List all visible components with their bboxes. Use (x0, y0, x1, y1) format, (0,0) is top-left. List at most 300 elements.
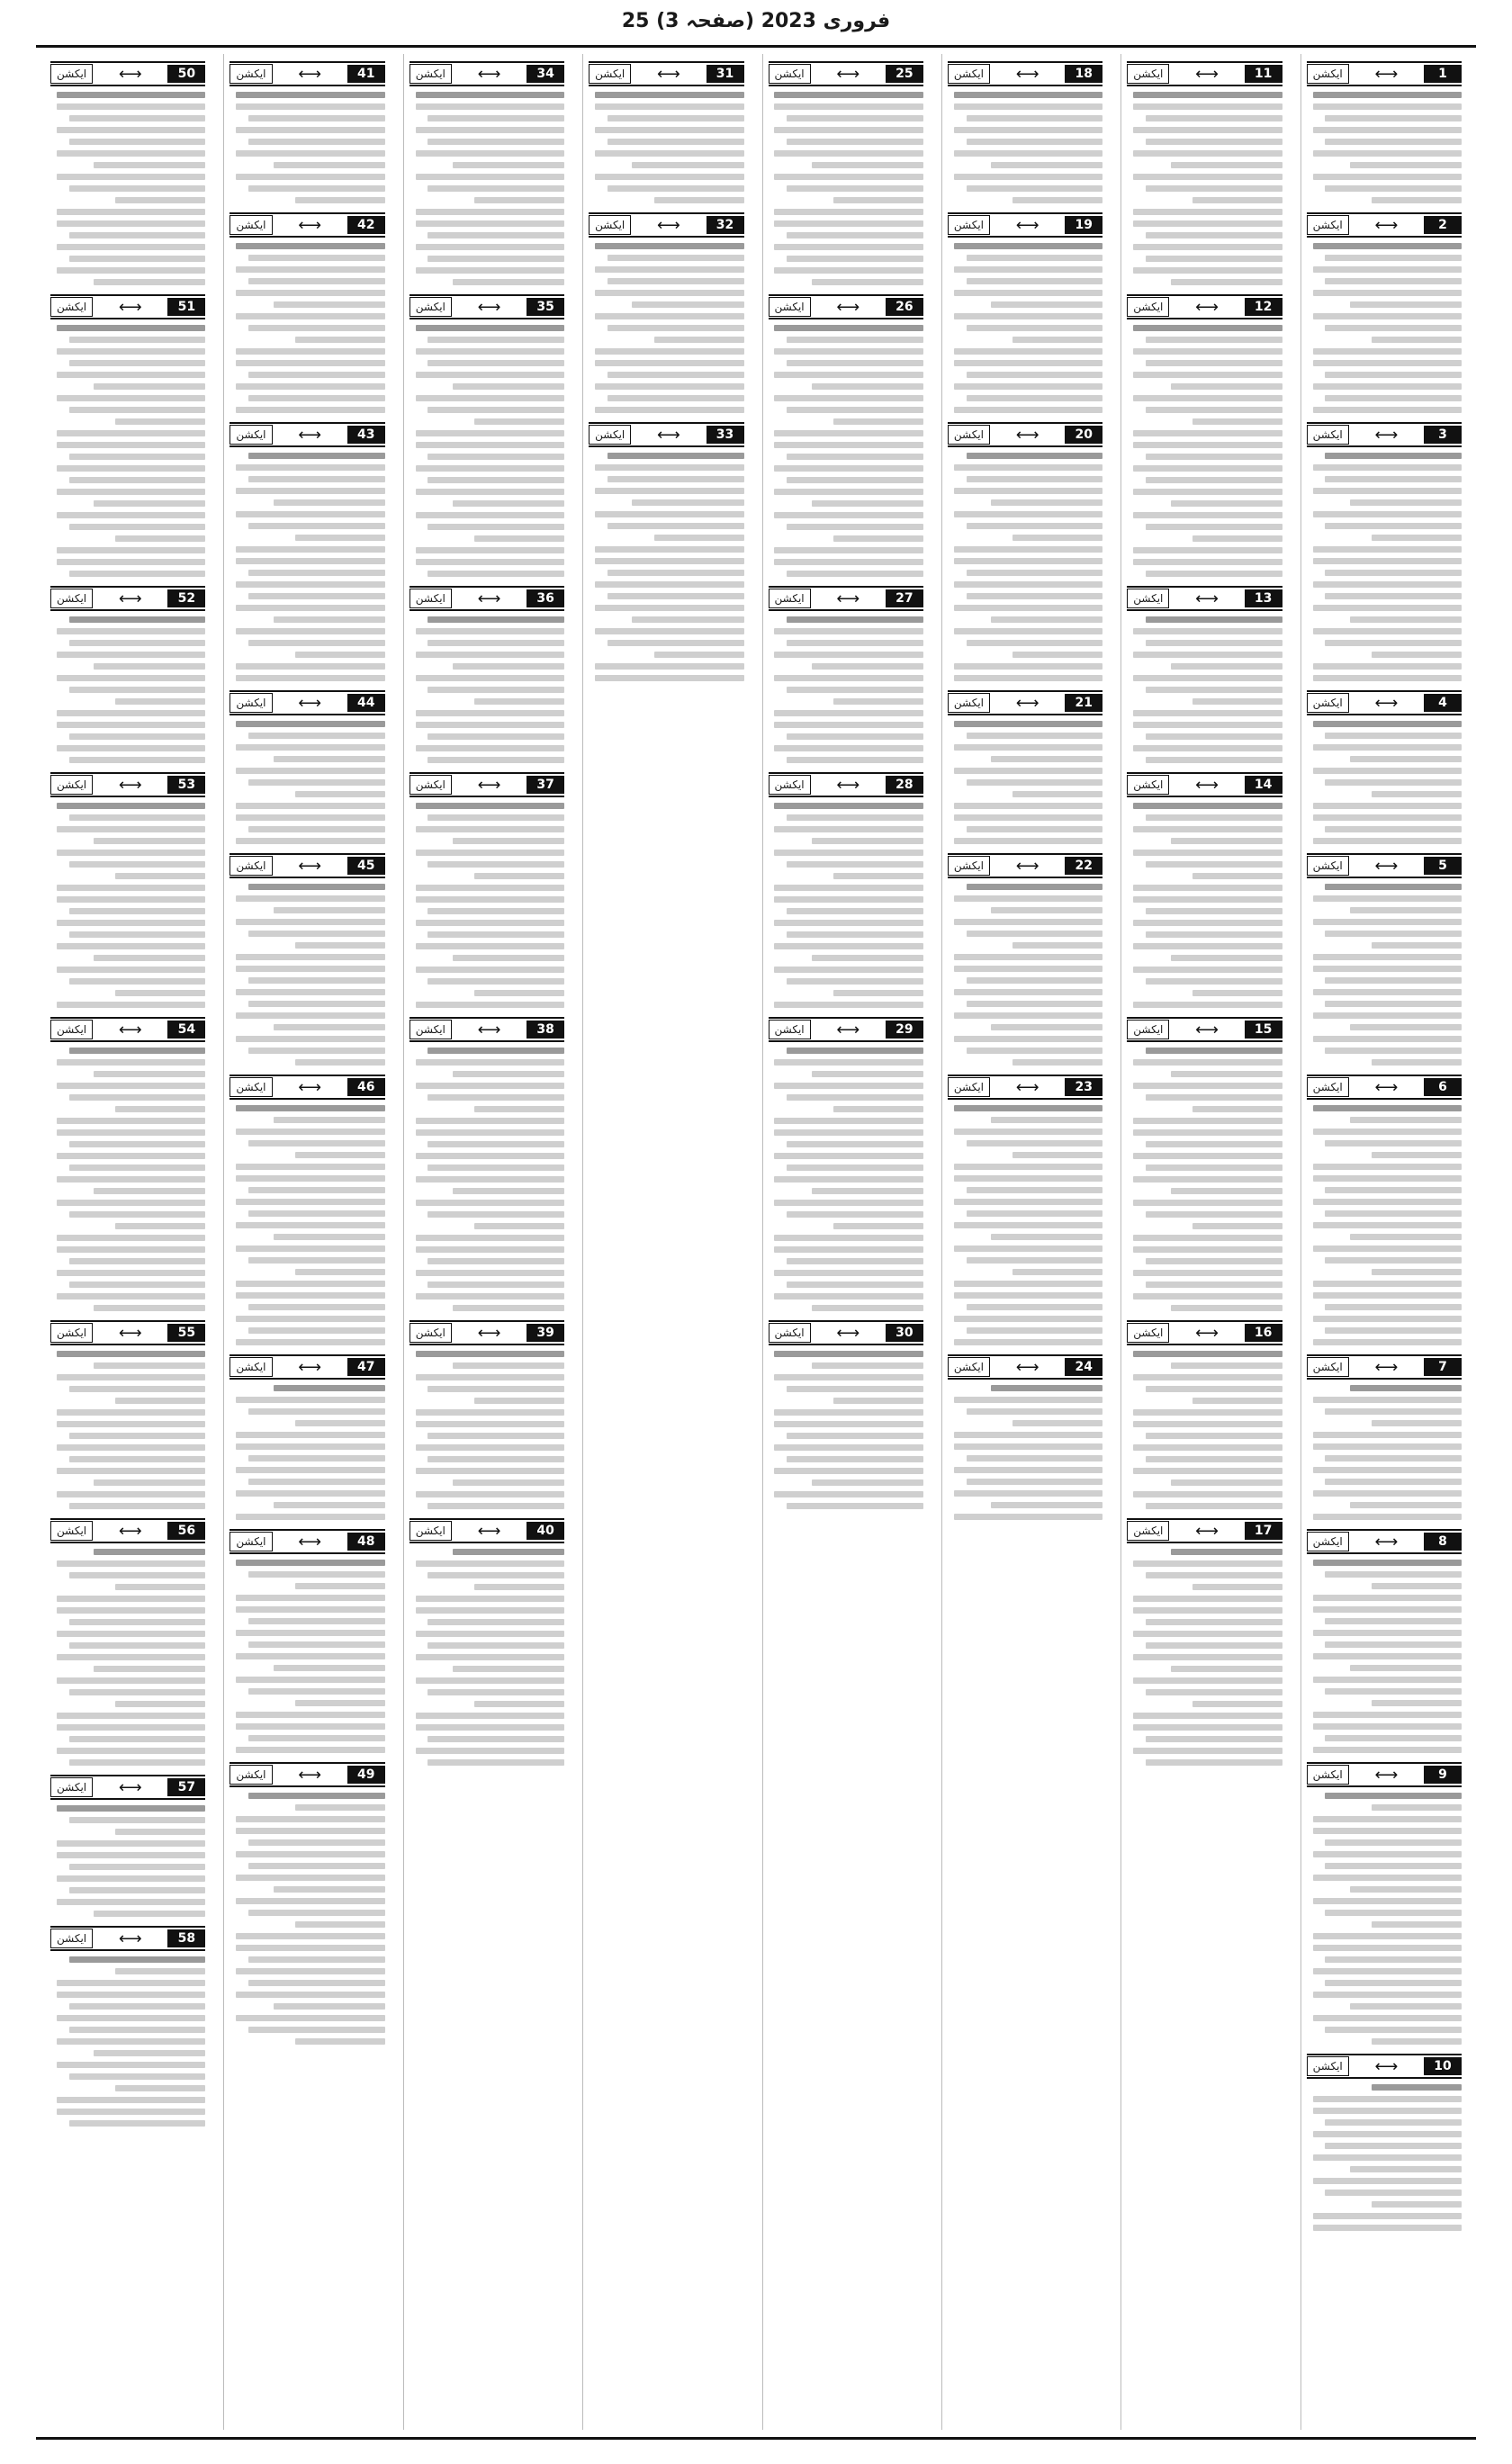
item-body-text (50, 1351, 205, 1509)
text-line (654, 337, 744, 343)
text-line (236, 1968, 384, 1974)
item-number: 34 (526, 65, 564, 83)
text-line (954, 954, 1102, 960)
text-line (57, 1235, 205, 1241)
double-arrow-icon: ⟷ (298, 64, 322, 84)
text-line (416, 92, 564, 98)
text-line (774, 150, 922, 157)
text-line (236, 663, 384, 670)
text-line (1133, 1596, 1282, 1602)
text-line (57, 1374, 205, 1380)
text-line (1313, 1199, 1462, 1205)
text-line (967, 523, 1103, 529)
text-line (57, 2109, 205, 2115)
text-line (774, 348, 922, 355)
text-line (787, 1141, 923, 1147)
text-line (236, 838, 384, 844)
text-line (416, 547, 564, 553)
header-rule (36, 45, 1476, 48)
text-line (1146, 908, 1282, 914)
text-line (428, 1141, 564, 1147)
text-line (428, 640, 564, 646)
text-line (416, 967, 564, 973)
text-line (1313, 1816, 1462, 1822)
text-line (787, 185, 923, 192)
item-section-label: ایکشن (230, 425, 272, 445)
text-line (1313, 1339, 1462, 1345)
item-number: 23 (1065, 1078, 1102, 1096)
text-line (248, 325, 385, 331)
news-item (50, 586, 205, 763)
text-line (774, 1083, 922, 1089)
text-line (416, 675, 564, 681)
item-number: 58 (167, 1929, 205, 1947)
text-line (787, 931, 923, 938)
text-line (1350, 1385, 1462, 1391)
text-line (1146, 1572, 1282, 1578)
item-header-bar (1307, 853, 1462, 878)
text-line (69, 360, 206, 366)
item-section-label: ایکشن (1307, 693, 1349, 713)
text-line (954, 1164, 1102, 1170)
text-line (1133, 395, 1282, 401)
text-line (954, 814, 1102, 821)
text-line (236, 1129, 384, 1135)
text-line (608, 395, 744, 401)
text-line (236, 1851, 384, 1857)
text-line (236, 1245, 384, 1252)
text-line (94, 1188, 205, 1194)
text-line (954, 1036, 1102, 1042)
item-number: 19 (1065, 216, 1102, 234)
text-line (1012, 942, 1102, 949)
text-line (1146, 1642, 1282, 1649)
text-line (1133, 103, 1282, 110)
text-line (248, 1571, 385, 1578)
text-line (1146, 1759, 1282, 1766)
item-number: 52 (167, 589, 205, 607)
item-section-label: ایکشن (769, 775, 811, 795)
text-line (69, 1503, 206, 1509)
text-line (1133, 1351, 1282, 1357)
item-body-text (589, 453, 743, 681)
text-line (967, 1140, 1103, 1147)
text-line (1171, 1549, 1282, 1555)
item-header-bar (410, 61, 564, 86)
text-line (967, 733, 1103, 739)
text-line (69, 1048, 206, 1054)
item-body-text (769, 325, 923, 577)
item-header-bar (50, 1775, 205, 1800)
text-line (1133, 1270, 1282, 1276)
double-arrow-icon: ⟷ (298, 1077, 322, 1097)
text-line (967, 1455, 1103, 1461)
item-section-label: ایکشن (769, 297, 811, 317)
text-line (1313, 1222, 1462, 1228)
text-line (416, 150, 564, 157)
text-line (94, 955, 205, 961)
text-line (787, 115, 923, 121)
text-line (248, 523, 385, 529)
text-line (1372, 1700, 1462, 1706)
text-line (833, 873, 923, 879)
news-item (50, 1775, 205, 1917)
item-section-label: ایکشن (948, 64, 990, 84)
text-line (787, 454, 923, 460)
item-section-label: ایکشن (230, 215, 272, 235)
text-line (774, 1491, 922, 1497)
item-body-text (1127, 92, 1282, 285)
text-line (274, 1117, 385, 1123)
text-line (1325, 884, 1462, 890)
text-line (1133, 1713, 1282, 1719)
text-line (428, 1165, 564, 1171)
text-line (1325, 931, 1462, 937)
text-line (115, 1398, 205, 1404)
text-line (654, 652, 744, 658)
text-line (1146, 616, 1282, 623)
news-item (948, 1075, 1102, 1345)
news-item (230, 1762, 384, 2045)
text-line (774, 220, 922, 227)
text-line (69, 757, 206, 763)
text-line (1133, 512, 1282, 518)
text-line (954, 103, 1102, 110)
text-line (236, 1175, 384, 1182)
item-number: 9 (1424, 1766, 1462, 1784)
text-line (774, 1059, 922, 1066)
news-item (230, 61, 384, 203)
item-number: 20 (1065, 426, 1102, 444)
text-line (812, 1071, 923, 1077)
text-line (1171, 838, 1282, 844)
text-line (236, 1339, 384, 1345)
text-line (69, 407, 206, 413)
text-line (954, 1105, 1102, 1111)
text-line (416, 1270, 564, 1276)
text-line (236, 1712, 384, 1718)
text-line (954, 383, 1102, 390)
item-header-bar (1127, 61, 1282, 86)
double-arrow-icon: ⟷ (1374, 693, 1399, 713)
text-line (248, 255, 385, 261)
text-line (833, 990, 923, 996)
text-line (1313, 2154, 1462, 2161)
text-line (416, 1293, 564, 1299)
news-item (769, 772, 923, 1008)
text-line (1146, 640, 1282, 646)
text-line (954, 511, 1102, 517)
text-line (774, 1468, 922, 1474)
text-line (69, 1211, 206, 1218)
text-line (595, 407, 743, 413)
item-body-text (1127, 325, 1282, 577)
text-line (787, 616, 923, 623)
item-body-text (1127, 1351, 1282, 1509)
text-line (236, 1199, 384, 1205)
text-line (1192, 197, 1282, 203)
item-header-bar (230, 853, 384, 878)
text-line (416, 1235, 564, 1241)
text-line (774, 174, 922, 180)
text-line (474, 1223, 564, 1229)
text-line (1171, 1666, 1282, 1672)
text-line (1313, 1292, 1462, 1299)
text-line (1313, 1595, 1462, 1601)
item-section-label: ایکشن (50, 1777, 93, 1797)
text-line (1133, 150, 1282, 157)
text-line (236, 546, 384, 553)
text-line (967, 779, 1103, 786)
item-section-label: ایکشن (1127, 589, 1169, 608)
text-line (1313, 558, 1462, 564)
text-line (1133, 244, 1282, 250)
double-arrow-icon: ⟷ (1015, 1077, 1040, 1097)
item-body-text (50, 1048, 205, 1311)
text-line (1133, 372, 1282, 378)
text-line (69, 2027, 206, 2033)
text-line (1133, 1409, 1282, 1416)
text-line (1372, 942, 1462, 949)
text-line (474, 418, 564, 425)
text-line (787, 757, 923, 763)
text-line (248, 1735, 385, 1741)
text-line (632, 499, 743, 506)
text-line (967, 1001, 1103, 1007)
text-line (1146, 1048, 1282, 1054)
text-line (57, 628, 205, 634)
item-header-bar (589, 61, 743, 86)
text-line (69, 616, 206, 623)
text-line (1325, 1863, 1462, 1869)
text-line (787, 814, 923, 821)
text-line (1133, 710, 1282, 716)
text-line (236, 1630, 384, 1636)
item-header-bar (50, 1518, 205, 1543)
text-line (787, 978, 923, 985)
text-line (1325, 476, 1462, 482)
double-arrow-icon: ⟷ (1374, 215, 1399, 235)
text-line (1372, 1804, 1462, 1811)
text-line (453, 663, 564, 670)
text-line (453, 1479, 564, 1486)
text-line (428, 407, 564, 413)
news-item (1307, 1529, 1462, 1753)
item-number: 6 (1424, 1078, 1462, 1096)
text-line (428, 1211, 564, 1218)
text-line (595, 290, 743, 296)
item-number: 26 (886, 298, 923, 316)
text-line (595, 546, 743, 553)
text-line (774, 1129, 922, 1136)
text-line (1313, 1828, 1462, 1834)
text-line (632, 162, 743, 168)
text-line (428, 1642, 564, 1649)
text-line (1313, 989, 1462, 995)
text-line (608, 523, 744, 529)
item-header-bar (410, 586, 564, 611)
text-line (1133, 896, 1282, 903)
text-line (236, 675, 384, 681)
text-line (57, 722, 205, 728)
text-line (812, 663, 923, 670)
item-body-text (769, 92, 923, 285)
text-line (248, 372, 385, 378)
text-line (57, 1059, 205, 1066)
text-line (967, 1408, 1103, 1415)
text-line (954, 243, 1102, 249)
text-line (812, 1188, 923, 1194)
item-body-text (1127, 1549, 1282, 1766)
news-item (230, 1529, 384, 1753)
item-header-bar (50, 1320, 205, 1345)
text-line (608, 325, 744, 331)
text-line (1313, 663, 1462, 670)
item-body-text (230, 1793, 384, 2045)
double-arrow-icon: ⟷ (1195, 64, 1219, 84)
text-line (1146, 185, 1282, 192)
text-line (416, 1246, 564, 1253)
text-line (1350, 1234, 1462, 1240)
text-line (1313, 2108, 1462, 2114)
item-body-text (1307, 2084, 1462, 2231)
text-line (69, 185, 206, 192)
text-line (1133, 1293, 1282, 1299)
text-line (991, 756, 1102, 762)
text-line (595, 628, 743, 634)
text-line (428, 908, 564, 914)
item-number: 16 (1245, 1324, 1282, 1342)
item-header-bar (1127, 294, 1282, 319)
text-line (428, 1094, 564, 1101)
text-line (1313, 1968, 1462, 1974)
text-line (1313, 150, 1462, 157)
text-line (416, 1654, 564, 1660)
text-line (1133, 1444, 1282, 1451)
double-arrow-icon: ⟷ (298, 1532, 322, 1551)
item-header-bar (410, 772, 564, 797)
text-line (1146, 814, 1282, 821)
text-line (787, 908, 923, 914)
double-arrow-icon: ⟷ (1374, 1077, 1399, 1097)
item-body-text (1307, 884, 1462, 1066)
text-line (57, 372, 205, 378)
text-line (57, 2062, 205, 2068)
text-line (416, 1176, 564, 1183)
item-number: 36 (526, 589, 564, 607)
text-line (608, 185, 744, 192)
text-line (57, 1246, 205, 1253)
text-line (69, 1642, 206, 1649)
double-arrow-icon: ⟷ (118, 1323, 142, 1343)
item-section-label: ایکشن (1307, 856, 1349, 876)
text-line (248, 278, 385, 284)
text-line (1325, 1304, 1462, 1310)
text-line (787, 1456, 923, 1462)
text-line (69, 687, 206, 693)
text-line (236, 103, 384, 110)
text-line (115, 1701, 205, 1707)
news-item (410, 61, 564, 285)
text-line (57, 1852, 205, 1858)
news-item (50, 1518, 205, 1766)
item-body-text (1127, 1048, 1282, 1311)
text-line (1313, 1677, 1462, 1683)
text-line (954, 348, 1102, 355)
double-arrow-icon: ⟷ (118, 297, 142, 317)
item-section-label: ایکشن (230, 856, 272, 876)
text-line (94, 1305, 205, 1311)
text-line (954, 1514, 1102, 1520)
text-line (236, 1222, 384, 1228)
item-body-text (1307, 1105, 1462, 1345)
text-line (954, 1397, 1102, 1403)
double-arrow-icon: ⟷ (1195, 297, 1219, 317)
text-line (954, 266, 1102, 273)
item-number: 8 (1424, 1533, 1462, 1551)
text-line (1350, 1886, 1462, 1893)
text-line (774, 628, 922, 634)
text-line (416, 1677, 564, 1684)
text-line (1133, 803, 1282, 809)
text-line (274, 2003, 385, 2010)
text-line (1146, 571, 1282, 577)
news-item (410, 586, 564, 763)
text-line (787, 640, 923, 646)
text-line (248, 1257, 385, 1263)
item-number: 42 (347, 216, 385, 234)
item-number: 14 (1245, 776, 1282, 794)
double-arrow-icon: ⟷ (1015, 1357, 1040, 1377)
text-line (57, 896, 205, 903)
text-line (967, 593, 1103, 599)
text-line (69, 1433, 206, 1439)
item-header-bar (410, 1320, 564, 1345)
text-line (1325, 1455, 1462, 1461)
text-line (57, 745, 205, 751)
text-line (1325, 1839, 1462, 1846)
text-line (115, 1223, 205, 1229)
text-line (1146, 1165, 1282, 1171)
item-section-label: ایکشن (1307, 64, 1349, 84)
text-line (295, 1804, 385, 1811)
double-arrow-icon: ⟷ (1015, 425, 1040, 445)
text-line (1146, 256, 1282, 262)
text-line (416, 628, 564, 634)
text-line (954, 546, 1102, 553)
text-line (1325, 640, 1462, 646)
item-header-bar (230, 690, 384, 715)
text-line (416, 103, 564, 110)
text-line (248, 1910, 385, 1916)
item-header-bar (1307, 1529, 1462, 1554)
item-body-text (1307, 92, 1462, 203)
text-line (94, 500, 205, 507)
text-line (416, 1002, 564, 1008)
news-item (589, 61, 743, 203)
text-line (1012, 1420, 1102, 1426)
item-header-bar (1307, 1762, 1462, 1787)
text-line (1313, 1514, 1462, 1520)
text-line (967, 1257, 1103, 1263)
text-line (774, 1351, 922, 1357)
news-item (230, 422, 384, 681)
item-header-bar (230, 1075, 384, 1100)
item-section-label: ایکشن (1307, 1357, 1349, 1377)
item-body-text (948, 92, 1102, 203)
text-line (787, 1433, 923, 1439)
double-arrow-icon: ⟷ (1374, 425, 1399, 445)
